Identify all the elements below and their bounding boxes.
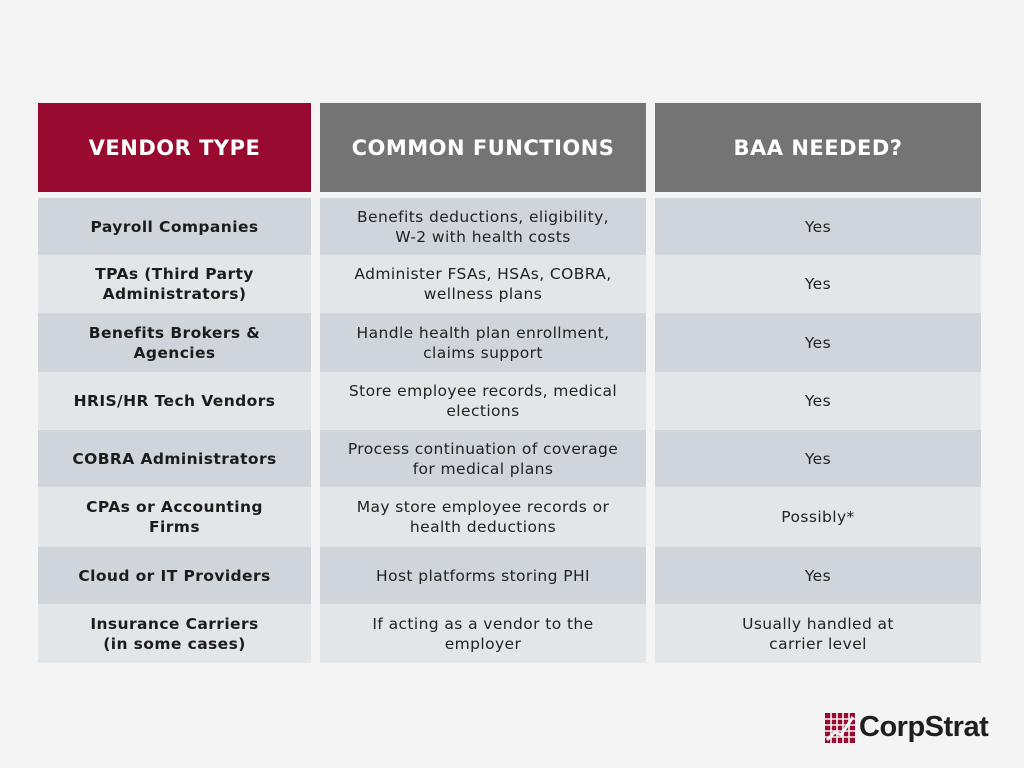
- cell-functions-6: Host platforms storing PHI: [320, 547, 646, 604]
- cell-vendor-7: Insurance Carriers (in some cases): [38, 604, 311, 663]
- cell-functions-7: If acting as a vendor to the employer: [320, 604, 646, 663]
- cell-vendor-4: COBRA Administrators: [38, 430, 311, 487]
- cell-functions-4: Process continuation of coverage for medical plans: [320, 430, 646, 487]
- cell-baa-4: Yes: [655, 430, 981, 487]
- cell-baa-5: Possibly*: [655, 487, 981, 547]
- cell-baa-1: Yes: [655, 255, 981, 313]
- cell-functions-0: Benefits deductions, eligibility, W-2 with health costs: [320, 198, 646, 255]
- grid-logo-icon: [825, 713, 855, 743]
- cell-vendor-1: TPAs (Third Party Administrators): [38, 255, 311, 313]
- cell-functions-1: Administer FSAs, HSAs, COBRA, wellness plans: [320, 255, 646, 313]
- baa-vendor-table: [38, 103, 981, 663]
- cell-functions-3: Store employee records, medical elections: [320, 372, 646, 430]
- cell-functions-5: May store employee records or health deductions: [320, 487, 646, 547]
- logo-text: CorpStrat: [859, 711, 989, 743]
- cell-baa-2: Yes: [655, 313, 981, 372]
- header-common-functions: COMMON FUNCTIONS: [320, 103, 646, 192]
- cell-baa-6: Yes: [655, 547, 981, 604]
- cell-vendor-0: Payroll Companies: [38, 198, 311, 255]
- header-vendor-type: VENDOR TYPE: [38, 103, 311, 192]
- corpstrat-logo: [825, 711, 988, 744]
- cell-baa-0: Yes: [655, 198, 981, 255]
- cell-vendor-2: Benefits Brokers & Agencies: [38, 313, 311, 372]
- cell-vendor-6: Cloud or IT Providers: [38, 547, 311, 604]
- cell-vendor-5: CPAs or Accounting Firms: [38, 487, 311, 547]
- cell-vendor-3: HRIS/HR Tech Vendors: [38, 372, 311, 430]
- cell-functions-2: Handle health plan enrollment, claims support: [320, 313, 646, 372]
- header-baa-needed: BAA NEEDED?: [655, 103, 981, 192]
- cell-baa-7: Usually handled at carrier level: [655, 604, 981, 663]
- cell-baa-3: Yes: [655, 372, 981, 430]
